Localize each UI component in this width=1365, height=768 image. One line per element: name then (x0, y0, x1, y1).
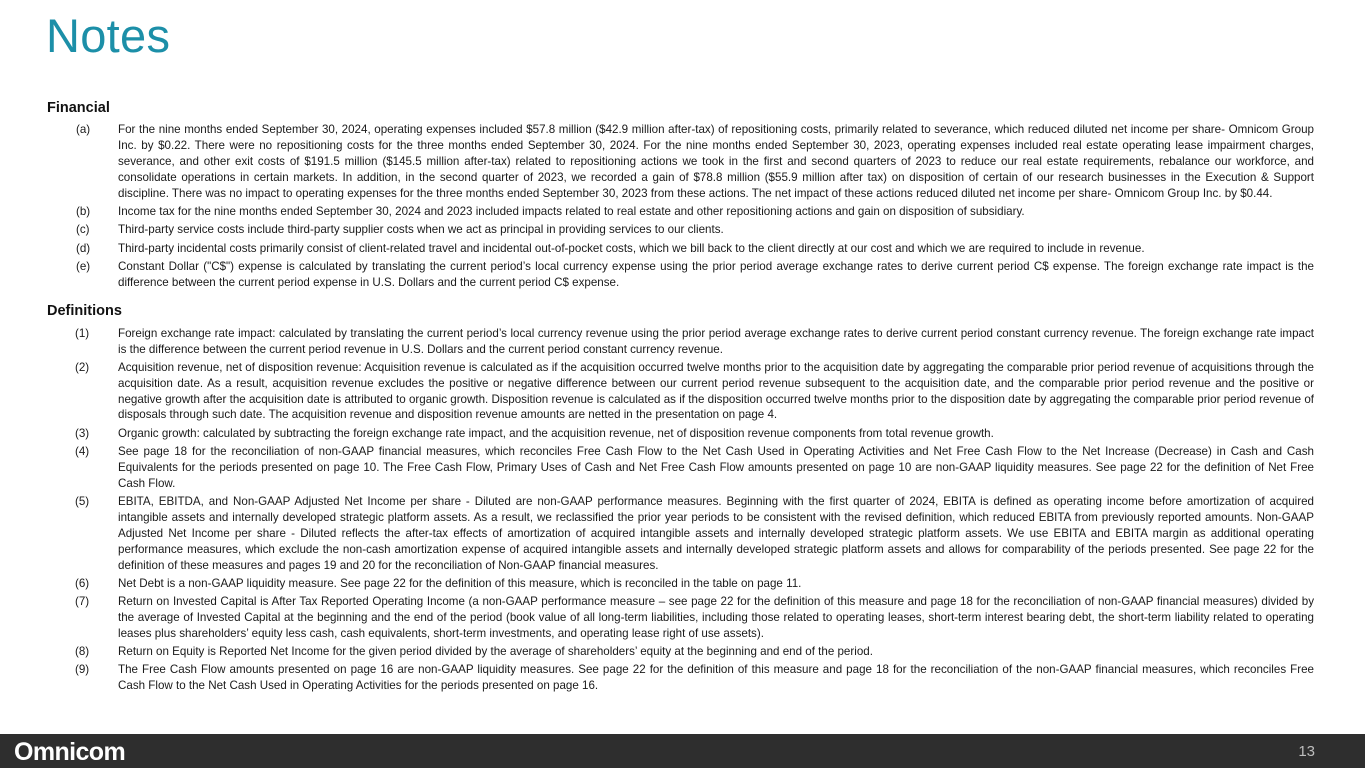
note-text: See page 18 for the reconciliation of non-GAAP financial measures, which reconciles Free Cash Flow to the Net Cash Used in Operating Activities and Net Free Cash Flow to the Net Increase (Decrease) in Cash and Cash Equivalents for the periods presented on page 10. The Free Cash Flow, Primary Uses of Cash and Net Free Cash Flow amounts presented on page 10 are non-GAAP liquidity measures. See page 22 for the definition of Net Free Cash Flow. (118, 444, 1314, 490)
definitions-list (47, 326, 1314, 694)
list-item (47, 204, 1314, 220)
list-item (47, 644, 1314, 660)
list-item (47, 444, 1314, 492)
note-text: Net Debt is a non-GAAP liquidity measure. See page 22 for the definition of this measure, which is reconciled in the table on page 11. (118, 576, 802, 590)
note-label: (e) (76, 259, 91, 273)
page-number: 13 (1298, 743, 1315, 760)
note-label: (4) (75, 444, 90, 458)
note-label: (2) (75, 360, 90, 374)
note-text: EBITA, EBITDA, and Non-GAAP Adjusted Net Income per share - Diluted are non-GAAP performance measures. Beginning with the first quarter of 2024, EBITA is defined as operating income before amortization of acquired intangible assets and internally developed strategic platform assets. As a result, we reclassified the prior year periods to be consistent with the revised definition, which reduced EBITA from previously reported amounts. Non-GAAP Adjusted Net Income per share - Diluted reflects the after-tax effects of amortization of acquired intangible assets and internally developed strategic platform assets. We use EBITA and EBITA margin as additional operating performance measures, which exclude the non-cash amortization expense of acquired intangible assets and internally developed strategic platform assets and allows for comparability of the periods presented. See page 22 for the definition of these measures and pages 19 and 20 for the reconciliation of Non-GAAP financial measures. (118, 494, 1314, 572)
note-text: Income tax for the nine months ended September 30, 2024 and 2023 included impacts related to real estate and other repositioning actions and gain on disposition of subsidiary. (118, 204, 1025, 218)
note-label: (a) (76, 123, 91, 136)
page-title: Notes (46, 9, 171, 62)
list-item (47, 594, 1314, 642)
note-text: Organic growth: calculated by subtracting the foreign exchange rate impact, and the acquisition revenue, net of disposition revenue components from total revenue growth. (118, 426, 994, 440)
list-item (47, 360, 1314, 424)
note-text: Return on Invested Capital is After Tax Reported Operating Income (a non-GAAP performance measure – see page 22 for the definition of this measure and page 18 for the reconciliation of non-GAAP financial measures) divided by the average of Invested Capital at the beginning and the end of the period (book value of all long-term liabilities, including those related to operating leases, short-term interest bearing debt, the short-term liability related to operating leases plus shareholders’ equity less cash, cash equivalents, short-term investments, and operating lease right of use assets). (118, 594, 1314, 640)
note-label: (3) (75, 426, 90, 440)
note-label: (8) (75, 644, 90, 658)
note-text: Acquisition revenue, net of disposition revenue: Acquisition revenue is calculated as if the acquisition occurred twelve months prior to the acquisition date by aggregating the comparable prior period revenue of acquisitions through the acquisition date. As a result, acquisition revenue excludes the positive or negative difference between our current period revenue subsequent to the acquisition date, and the comparable prior period revenue and the positive or negative growth after the acquisition date is attributed to organic growth. Disposition revenue is calculated as if the disposition occurred twelve months prior to the disposition date by aggregating the comparable prior period revenue of disposals through such date. The acquisition revenue and disposition revenue amounts are netted in the presentation on page 4. (118, 360, 1314, 422)
note-label: (b) (76, 204, 91, 218)
list-item (47, 122, 1314, 202)
note-label: (7) (75, 594, 90, 608)
note-label: (1) (75, 326, 90, 340)
note-label: (9) (75, 663, 90, 677)
note-label: (6) (75, 576, 90, 590)
list-item (47, 241, 1314, 257)
definitions-heading: Definitions (47, 302, 122, 319)
list-item (47, 494, 1314, 574)
omnicom-logo: Omnicom (14, 738, 126, 766)
note-text: For the nine months ended September 30, 2024, operating expenses included $57.8 million ($42.9 million after-tax) of repositioning costs, primarily related to severance, which reduced diluted net income per share- Omnicom Group Inc. by $0.22. There were no repositioning costs for the three months ended September 30, 2024. For the nine months ended September 30, 2023, operating expenses included real estate operating lease impairment charges, severance, and other exit costs of $191.5 million ($145.5 million after-tax) related to repositioning actions we took in the first and second quarters of 2023 to reduce our real estate requirements, rebalance our workforce, and consolidate operations in certain markets. In addition, in the second quarter of 2023, we recorded a gain of $78.8 million ($55.9 million after tax) on disposition of certain of our research businesses in the Execution & Support discipline. There was no impact to operating expenses for the three months ended September 30, 2023 from these actions. The net impact of these actions reduced diluted net income per share- Omnicom Group Inc. by $0.44. (118, 123, 1314, 200)
list-item (47, 326, 1314, 358)
footer-bar (0, 734, 1365, 768)
list-item (47, 259, 1314, 291)
list-item (47, 662, 1314, 694)
note-text: Constant Dollar ("C$") expense is calculated by translating the current period’s local currency expense using the prior period average exchange rates to derive current period C$ expense. The foreign exchange rate impact is the difference between the current period expense in U.S. Dollars and the current period C$ expense. (118, 259, 1314, 289)
note-text: The Free Cash Flow amounts presented on page 16 are non-GAAP liquidity measures. See page 22 for the definition of this measure and page 18 for the reconciliation of the non-GAAP financial measures, which reconciles Free Cash Flow to the Net Cash Used in Operating Activities for the periods presented on page 16. (118, 663, 1314, 693)
note-text: Third-party service costs include third-party supplier costs when we act as principal in providing services to our clients. (118, 223, 724, 237)
financial-heading: Financial (47, 100, 110, 116)
notes-content (47, 99, 1314, 696)
note-text: Foreign exchange rate impact: calculated by translating the current period’s local currency revenue using the prior period average exchange rates to derive current period constant currency revenue. The foreign exchange rate impact is the difference between the current period revenue in U.S. Dollars and the current period constant currency revenue. (118, 326, 1314, 356)
note-label: (5) (75, 494, 90, 508)
list-item (47, 222, 1314, 238)
note-label: (c) (76, 223, 90, 237)
list-item (47, 426, 1314, 442)
financial-notes-list (47, 122, 1314, 291)
note-text: Third-party incidental costs primarily consist of client-related travel and incidental out-of-pocket costs, which we bill back to the client directly at our cost and which we are required to include in revenue. (118, 241, 1145, 255)
list-item (47, 576, 1314, 592)
note-label: (d) (76, 241, 91, 255)
note-text: Return on Equity is Reported Net Income for the given period divided by the average of shareholders’ equity at the beginning and end of the period. (118, 644, 873, 658)
